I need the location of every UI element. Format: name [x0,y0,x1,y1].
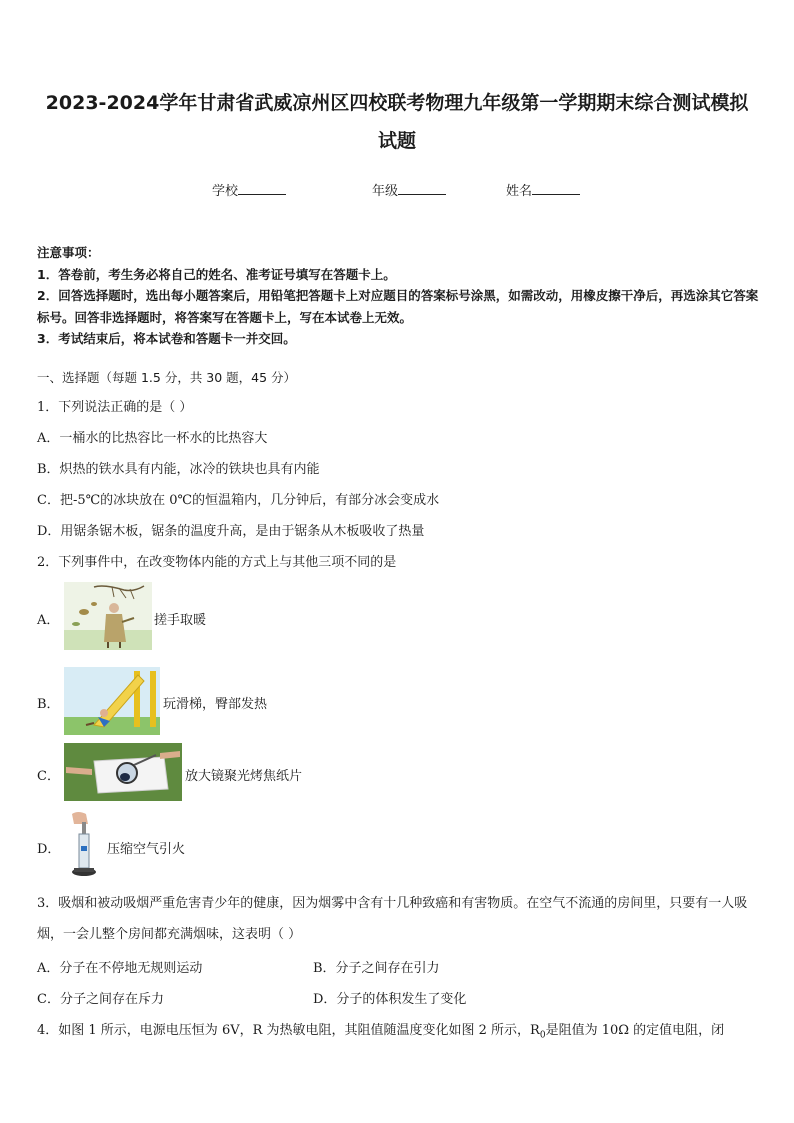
q2-option-a-caption: 搓手取暖 [154,613,207,628]
school-label: 学校 [212,184,239,199]
q3-option-d: D．分子的体积发生了变化 [313,992,467,1007]
grade-label: 年级 [372,184,399,199]
name-label: 姓名 [506,184,533,199]
q2-stem: 2．下列事件中，在改变物体内能的方式上与其他三项不同的是 [37,555,397,570]
name-field[interactable] [506,180,580,199]
q3-option-c: C．分子之间存在斥力 [37,992,164,1007]
school-field[interactable] [212,180,286,199]
q3-option-b: B．分子之间存在引力 [313,961,440,976]
q4-stem-part1: 4．如图 1 所示，电源电压恒为 6V，R 为热敏电阻，其阻值随温度变化如图 2 所示，R [37,1023,540,1038]
notice-item-3: 3．考试结束后，将本试卷和答题卡一并交回。 [37,331,296,346]
section-heading: 一、选择题（每题 1.5 分，共 30 题，45 分） [37,370,297,385]
notice-item-1: 1．答卷前，考生务必将自己的姓名、准考证号填写在答题卡上。 [37,266,396,282]
notice-item-2: 2．回答选择题时，选出每小题答案后，用铅笔把答题卡上对应题目的答案标号涂黑，如需改动，用橡皮擦干净后，再选涂其它答案标号。回答非选择题时，将答案写在答题卡上，写在本试卷上无效。 [37,288,759,325]
q4-stem-part2: 是阻值为 10Ω 的定值电阻，闭 [545,1023,725,1038]
q3-option-a: A．分子在不停地无规则运动 [37,961,203,976]
q4-stem [37,1019,724,1041]
q4-subscript: 0 [539,1030,546,1041]
q2-option-b-caption: 玩滑梯，臀部发热 [163,697,268,712]
slide-image [64,667,160,735]
rubbing-hands-image [64,582,152,650]
grade-field[interactable] [372,180,446,199]
q1-option-b: B．炽热的铁水具有内能，冰冷的铁块也具有内能 [37,462,320,477]
q2-option-c-letter: C． [37,769,60,784]
grade-blank[interactable] [398,182,446,195]
exam-title: 2023-2024学年甘肃省武威凉州区四校联考物理九年级第一学期期末综合测试模拟试题 [45,92,749,152]
q2-option-a-letter: A． [37,613,60,628]
name-blank[interactable] [532,182,580,195]
school-blank[interactable] [238,182,286,195]
q2-option-b-letter: B． [37,697,60,712]
q1-option-c: C．把-5℃的冰块放在 0℃的恒温箱内，几分钟后，有部分冰会变成水 [37,493,440,508]
q2-option-d-caption: 压缩空气引火 [107,842,186,857]
q3-stem: 3．吸烟和被动吸烟严重危害青少年的健康，因为烟雾中含有十几种致癌和有害物质。在空气不流通的房间里，只要有一人吸烟，一会儿整个房间都充满烟味，这表明（ ） [37,896,748,942]
q2-option-d-letter: D． [37,842,61,857]
notice-heading: 注意事项： [37,245,100,260]
magnifier-image [64,743,182,801]
notice-block [37,242,759,350]
q2-option-c-caption: 放大镜聚光烤焦纸片 [185,769,303,784]
fire-piston-image [64,810,104,880]
q1-option-a: A．一桶水的比热容比一杯水的比热容大 [37,431,268,446]
q1-stem: 1．下列说法正确的是（ ） [37,400,193,415]
q1-option-d: D．用锯条锯木板，锯条的温度升高，是由于锯条从木板吸收了热量 [37,524,425,539]
